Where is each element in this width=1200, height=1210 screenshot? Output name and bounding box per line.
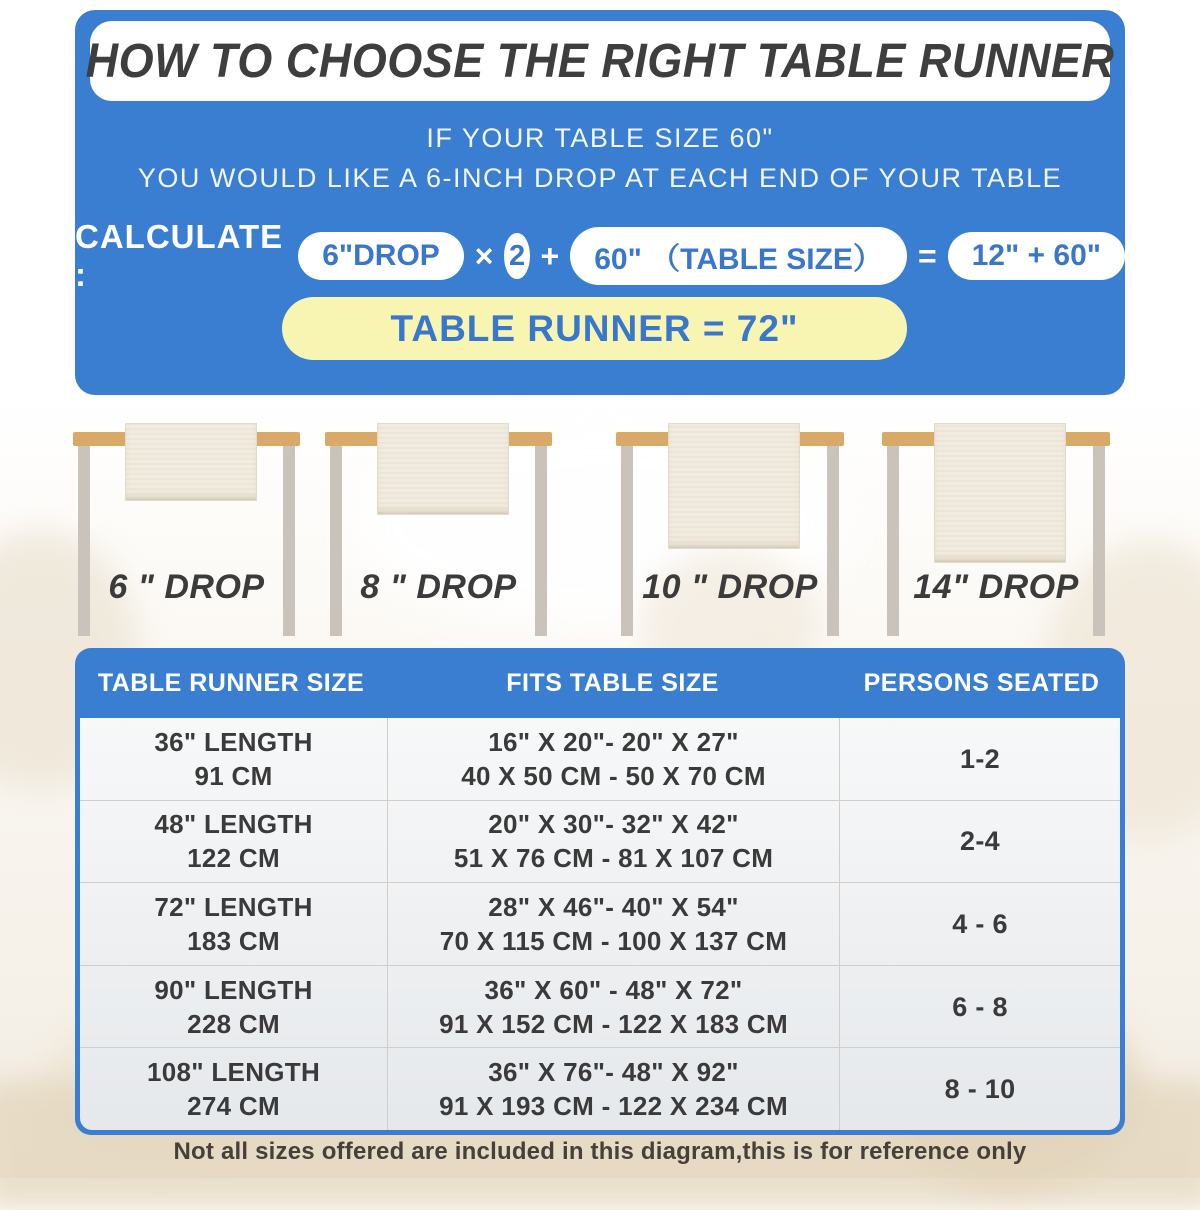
table-leg: [1093, 446, 1105, 636]
table-illustration-6in: [73, 420, 300, 650]
title-box: [85, 21, 1115, 101]
page-title: HOW TO CHOOSE THE RIGHT TABLE RUNNER: [85, 32, 1115, 88]
fits-size-cell: [388, 718, 840, 800]
drop-label: 6 " DROP: [108, 568, 265, 606]
runner-size-inches: 36" LENGTH: [154, 726, 313, 757]
footer-disclaimer: Not all sizes offered are included in this diagram,this is for reference only: [173, 1138, 1027, 1165]
drop-label: 8 " DROP: [360, 568, 517, 606]
fits-size-cell: [388, 883, 840, 965]
runner-size-inches: 108" LENGTH: [146, 1057, 321, 1088]
fits-size-inches: 36" X 76"- 48" X 92": [488, 1057, 739, 1088]
table-illustration-14in: [882, 420, 1110, 650]
runner-size-cell: [80, 883, 388, 965]
persons-cell: [840, 801, 1120, 883]
fits-size-inches: 28" X 46"- 40" X 54": [488, 891, 739, 922]
runner-size-cm: 228 CM: [187, 1008, 280, 1039]
header-persons-seated: PERSONS SEATED: [863, 668, 1100, 697]
table-row: [80, 1047, 1120, 1130]
fits-size-inches: 20" X 30"- 32" X 42": [488, 809, 739, 840]
size-chart-header: [75, 648, 1125, 718]
subtitle-line-1: IF YOUR TABLE SIZE 60": [426, 123, 774, 153]
header-fits-table-size: FITS TABLE SIZE: [506, 668, 719, 697]
runner-size-cm: 274 CM: [187, 1091, 280, 1122]
table-leg: [283, 446, 295, 636]
fits-size-inches: 36" X 60" - 48" X 72": [484, 974, 743, 1005]
persons-seated-value: 6 - 8: [952, 991, 1008, 1022]
multiply-symbol: ×: [474, 237, 494, 274]
persons-seated-value: 8 - 10: [944, 1074, 1016, 1105]
runner-size-cell: [80, 1048, 388, 1130]
persons-seated-value: 2-4: [960, 826, 1000, 857]
subtitle-line-2: YOU WOULD LIKE A 6-INCH DROP AT EACH END OF YOUR TABLE: [137, 163, 1063, 193]
persons-cell: [840, 1048, 1120, 1130]
persons-cell: [840, 966, 1120, 1048]
fits-size-cm: 70 X 115 CM - 100 X 137 CM: [439, 925, 788, 956]
table-row: [80, 882, 1120, 965]
table-leg: [535, 446, 547, 636]
table-leg: [887, 446, 899, 636]
fits-size-cell: [388, 1048, 840, 1130]
result-pill: TABLE RUNNER = 72": [282, 297, 907, 360]
table-row: [80, 965, 1120, 1048]
runner-size-inches: 90" LENGTH: [154, 974, 313, 1005]
runner-size-cell: [80, 801, 388, 883]
drop-label: 10 " DROP: [642, 568, 818, 606]
drop-label: 14" DROP: [913, 568, 1079, 606]
table-leg: [78, 446, 90, 636]
table-size-pill: 60" （TABLE SIZE）: [570, 227, 907, 285]
fits-size-cm: 91 X 193 CM - 122 X 234 CM: [439, 1091, 788, 1122]
fits-size-cm: 91 X 152 CM - 122 X 183 CM: [439, 1008, 788, 1039]
fits-size-cell: [388, 966, 840, 1048]
runner-cloth: [125, 423, 257, 501]
table-illustration-8in: [325, 420, 552, 650]
calculation-row: [75, 218, 1125, 293]
size-chart-body: [80, 718, 1120, 1130]
runner-size-cm: 91 CM: [194, 760, 273, 791]
table-leg: [827, 446, 839, 636]
persons-cell: [840, 718, 1120, 800]
hero-subtitle: [75, 122, 1125, 194]
persons-seated-value: 4 - 6: [952, 908, 1008, 939]
runner-size-cell: [80, 966, 388, 1048]
calculate-label: CALCULATE :: [75, 218, 284, 293]
persons-cell: [840, 883, 1120, 965]
drop-illustrations: [0, 420, 1200, 650]
sum-pill: 12" + 60": [948, 232, 1125, 280]
equals-symbol: =: [917, 237, 937, 274]
runner-size-inches: 48" LENGTH: [154, 809, 313, 840]
table-row: [80, 718, 1120, 800]
fits-size-inches: 16" X 20"- 20" X 27": [488, 726, 739, 757]
fits-size-cell: [388, 801, 840, 883]
table-leg: [330, 446, 342, 636]
runner-cloth: [934, 423, 1066, 563]
table-row: [80, 800, 1120, 883]
fits-size-cm: 51 X 76 CM - 81 X 107 CM: [453, 843, 774, 874]
header-runner-size: TABLE RUNNER SIZE: [97, 668, 365, 697]
table-illustration-10in: [616, 420, 844, 650]
runner-size-cell: [80, 718, 388, 800]
persons-seated-value: 1-2: [960, 743, 1000, 774]
runner-size-cm: 122 CM: [187, 843, 280, 874]
hero-panel: [75, 10, 1125, 395]
runner-cloth: [668, 423, 800, 549]
runner-size-inches: 72" LENGTH: [154, 891, 313, 922]
fits-size-cm: 40 X 50 CM - 50 X 70 CM: [461, 760, 766, 791]
runner-cloth: [377, 423, 509, 515]
drop-value-pill: 6"DROP: [298, 232, 464, 280]
size-chart-panel: [75, 648, 1125, 1135]
multiplier-circle: 2: [504, 233, 529, 279]
runner-size-cm: 183 CM: [187, 925, 280, 956]
plus-symbol: +: [540, 237, 560, 274]
table-leg: [621, 446, 633, 636]
